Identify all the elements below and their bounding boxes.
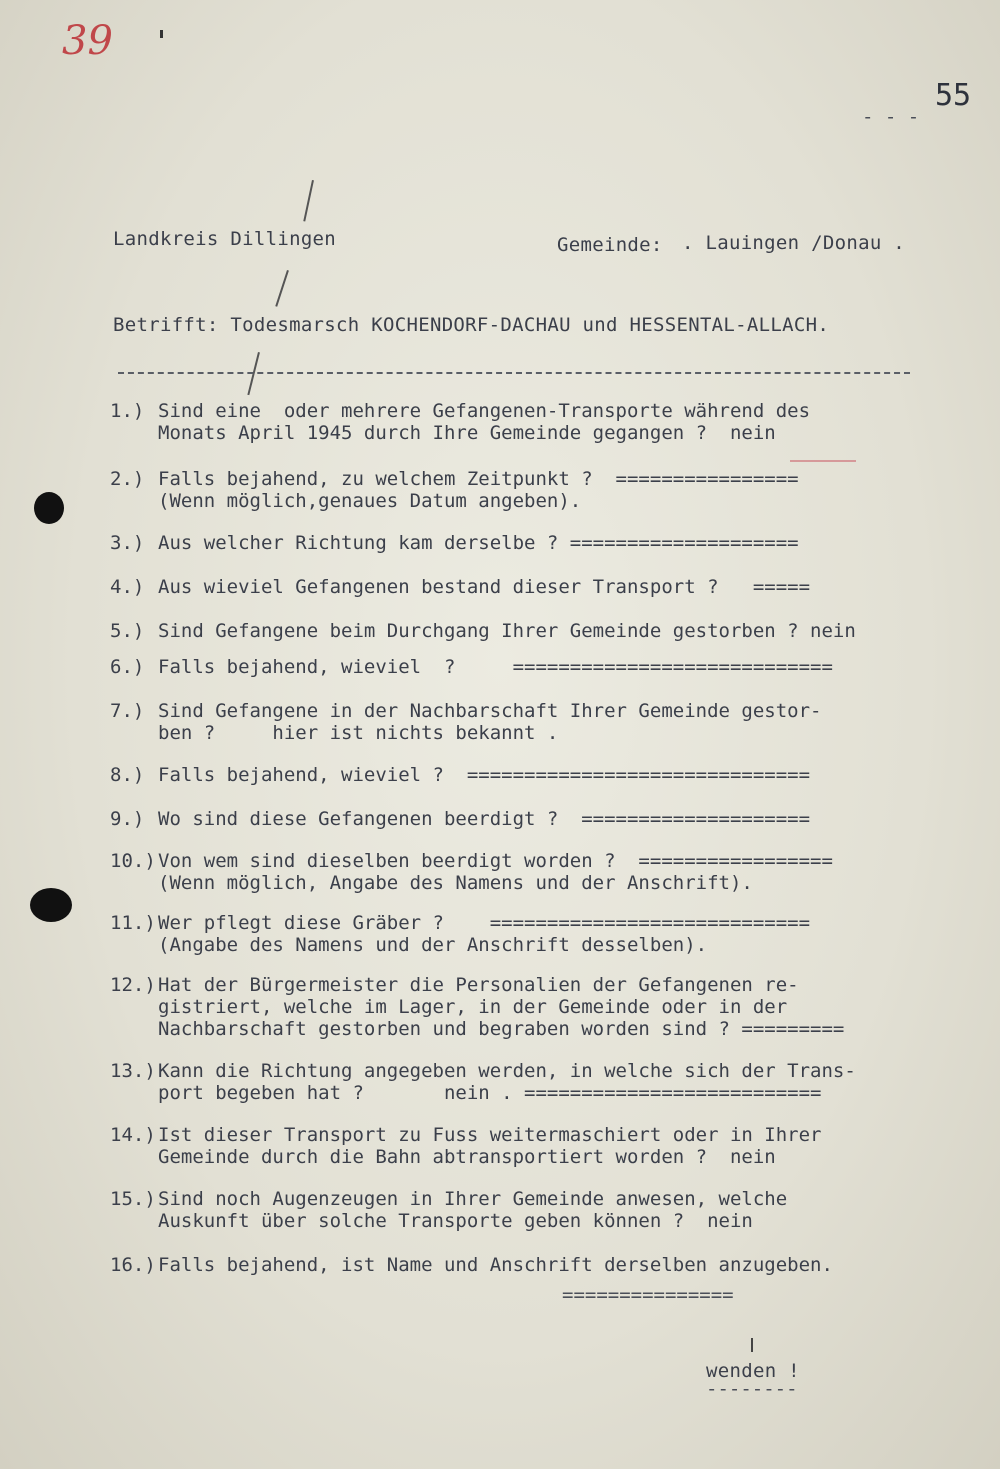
question-number: 14.) [110, 1124, 156, 1146]
question-line: Sind noch Augenzeugen in Ihrer Gemeinde anwesen, welche [158, 1188, 788, 1210]
question-item [110, 974, 930, 1046]
question-line: (Wenn möglich, Angabe des Namens und der Anschrift). [158, 872, 753, 894]
question-number: 11.) [110, 912, 156, 934]
ink-mark [160, 30, 163, 38]
question-number: 12.) [110, 974, 156, 996]
dash-mark: - - - [862, 106, 920, 128]
gemeinde-value: . Lauingen /Donau . [682, 232, 906, 254]
question-line: Falls bejahend, ist Name und Anschrift derselben anzugeben. [158, 1254, 833, 1276]
question-line: Nachbarschaft gestorben und begraben worden sind ? ========= [158, 1018, 845, 1040]
question-item [110, 468, 930, 518]
question-text [158, 576, 810, 598]
closing-underline: =============== [562, 1284, 734, 1306]
question-line: Monats April 1945 durch Ihre Gemeinde gegangen ? nein [158, 422, 776, 444]
question-line: Gemeinde durch die Bahn abtransportiert worden ? nein [158, 1146, 776, 1168]
question-item [110, 1188, 930, 1238]
question-item [110, 532, 930, 558]
subject-line: Betrifft: Todesmarsch KOCHENDORF-DACHAU und HESSENTAL-ALLACH. [113, 314, 830, 336]
punch-hole [30, 888, 72, 922]
question-item [110, 656, 930, 682]
question-line: Hat der Bürgermeister die Personalien der Gefangenen re- [158, 974, 799, 996]
question-text [158, 764, 810, 786]
question-line: Von wem sind dieselben beerdigt worden ? ================= [158, 850, 833, 872]
question-number: 1.) [110, 400, 145, 422]
question-number: 5.) [110, 620, 145, 642]
question-line: Sind Gefangene beim Durchgang Ihrer Gemeinde gestorben ? nein [158, 620, 856, 642]
question-item [110, 700, 930, 750]
question-text [158, 468, 799, 512]
question-number: 7.) [110, 700, 145, 722]
separator-rule [118, 372, 910, 374]
question-number: 9.) [110, 808, 145, 830]
question-number: 6.) [110, 656, 145, 678]
question-line: Aus wieviel Gefangenen bestand dieser Transport ? ===== [158, 576, 811, 598]
question-text [158, 1254, 833, 1276]
page-number: 55 [935, 78, 972, 113]
question-line: ben ? hier ist nichts bekannt . [158, 722, 559, 744]
question-item [110, 808, 930, 834]
question-line: Falls bejahend, wieviel ? ============================ [158, 656, 833, 678]
question-line: port begeben hat ? nein . ========================== [158, 1082, 822, 1104]
question-line: Falls bejahend, wieviel ? ============================== [158, 764, 811, 786]
question-text [158, 850, 833, 894]
question-line: (Wenn möglich,genaues Datum angeben). [158, 490, 582, 512]
question-line: (Angabe des Namens und der Anschrift desselben). [158, 934, 708, 956]
question-line: gistriert, welche im Lager, in der Gemeinde oder in der [158, 996, 788, 1018]
question-text [158, 700, 821, 744]
question-line: Wer pflegt diese Gräber ? ============================ [158, 912, 811, 934]
question-number: 4.) [110, 576, 145, 598]
question-text [158, 974, 844, 1040]
question-text [158, 1188, 787, 1232]
question-item [110, 620, 930, 646]
question-line: Falls bejahend, zu welchem Zeitpunkt ? ================ [158, 468, 799, 490]
question-item [110, 850, 930, 900]
question-number: 8.) [110, 764, 145, 786]
question-number: 16.) [110, 1254, 156, 1276]
question-item [110, 1060, 930, 1110]
question-item [110, 576, 930, 602]
question-item [110, 400, 930, 450]
question-line: Sind Gefangene in der Nachbarschaft Ihrer Gemeinde gestor- [158, 700, 822, 722]
pencil-mark [275, 270, 289, 307]
turn-page-note: wenden ! [706, 1360, 800, 1382]
question-number: 13.) [110, 1060, 156, 1082]
gemeinde-label: Gemeinde: [557, 234, 663, 256]
question-text [158, 912, 810, 956]
handwritten-page-number: 39 [62, 18, 113, 64]
question-text [158, 1124, 821, 1168]
question-line: Sind eine oder mehrere Gefangenen-Transporte während des [158, 400, 811, 422]
ink-mark [751, 1338, 753, 1352]
question-line: Aus welcher Richtung kam derselbe ? ==================== [158, 532, 799, 554]
question-item [110, 764, 930, 790]
question-number: 10.) [110, 850, 156, 872]
punch-hole [34, 492, 64, 524]
question-line: Auskunft über solche Transporte geben können ? nein [158, 1210, 753, 1232]
question-number: 3.) [110, 532, 145, 554]
question-line: Wo sind diese Gefangenen beerdigt ? ==================== [158, 808, 811, 830]
red-pencil-mark [790, 460, 856, 462]
turn-page-underline: -------- [706, 1378, 798, 1400]
question-text [158, 620, 856, 642]
question-line: Ist dieser Transport zu Fuss weitermaschiert oder in Ihrer [158, 1124, 822, 1146]
question-text [158, 400, 810, 444]
question-number: 15.) [110, 1188, 156, 1210]
pencil-mark [303, 180, 314, 221]
question-text [158, 808, 810, 830]
question-text [158, 656, 833, 678]
question-number: 2.) [110, 468, 145, 490]
landkreis-label: Landkreis Dillingen [113, 228, 337, 250]
question-text [158, 532, 799, 554]
question-text [158, 1060, 856, 1104]
question-line: Kann die Richtung angegeben werden, in welche sich der Trans- [158, 1060, 856, 1082]
question-item [110, 1254, 930, 1280]
question-item [110, 1124, 930, 1174]
question-item [110, 912, 930, 962]
